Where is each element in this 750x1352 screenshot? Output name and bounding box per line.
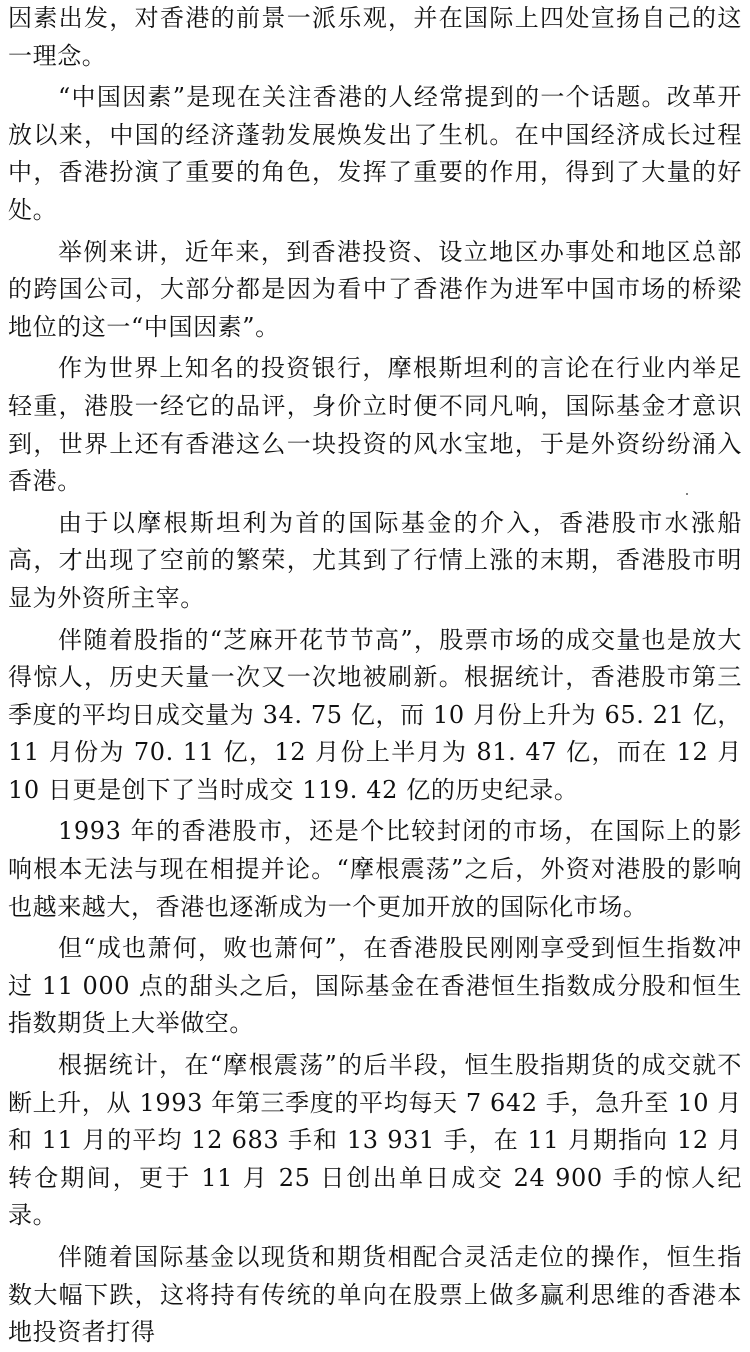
paragraph-10: 伴随着国际基金以现货和期货相配合灵活走位的操作，恒生指数大幅下跌，这将持有传统的单向在股票上做多赢利思维的香港本地投资者打得	[8, 1243, 742, 1347]
paragraph-2: “中国因素”是现在关注香港的人经常提到的一个话题。改革开放以来，中国的经济蓬勃发展焕发出了生机。在中国经济成长过程中，香港扮演了重要的角色，发挥了重要的作用，得到了大量的好处。	[8, 83, 742, 224]
paragraph-9: 根据统计，在“摩根震荡”的后半段，恒生股指期货的成交就不断上升，从 1993 年第三季度的平均每天 7 642 手，急升至 10 月和 11 月的平均 12 683 手和 13 931 手，在 11 月期指向 12 月转仓期间，更于 11 月 25 日创出单日成交 24 900 手的惊人纪录。	[8, 1051, 742, 1230]
scan-speck	[686, 493, 688, 495]
paragraph-3: 举例来讲，近年来，到香港投资、设立地区办事处和地区总部的跨国公司，大部分都是因为看中了香港作为进军中国市场的桥梁地位的这一“中国因素”。	[8, 237, 742, 341]
paragraph-7: 1993 年的香港股市，还是个比较封闭的市场，在国际上的影响根本无法与现在相提并论。“摩根震荡”之后，外资对港股的影响也越来越大，香港也逐渐成为一个更加开放的国际化市场。	[8, 817, 742, 921]
paragraph-6: 伴随着股指的“芝麻开花节节高”，股票市场的成交量也是放大得惊人，历史天量一次又一次地被刷新。根据统计，香港股市第三季度的平均日成交量为 34. 75 亿，而 10 月份上升为 65. 21 亿，11 月份为 70. 11 亿，12 月份上半月为 81. 47 亿，而在 12 月 10 日更是创下了当时成交 119. 42 亿的历史纪录。	[8, 625, 742, 804]
paragraph-4: 作为世界上知名的投资银行，摩根斯坦利的言论在行业内举足轻重，港股一经它的品评，身价立时便不同凡响，国际基金才意识到，世界上还有香港这么一块投资的风水宝地，于是外资纷纷涌入香港。	[8, 354, 742, 496]
document-page	[8, 0, 742, 1347]
paragraph-5: 由于以摩根斯坦利为首的国际基金的介入，香港股市水涨船高，才出现了空前的繁荣，尤其到了行情上涨的末期，香港股市明显为外资所主宰。	[8, 508, 742, 612]
paragraph-1: 因素出发，对香港的前景一派乐观，并在国际上四处宣扬自己的这一理念。	[8, 4, 742, 70]
paragraph-8: 但“成也萧何，败也萧何”，在香港股民刚刚享受到恒生指数冲过 11 000 点的甜头之后，国际基金在香港恒生指数成分股和恒生指数期货上大举做空。	[8, 934, 742, 1038]
